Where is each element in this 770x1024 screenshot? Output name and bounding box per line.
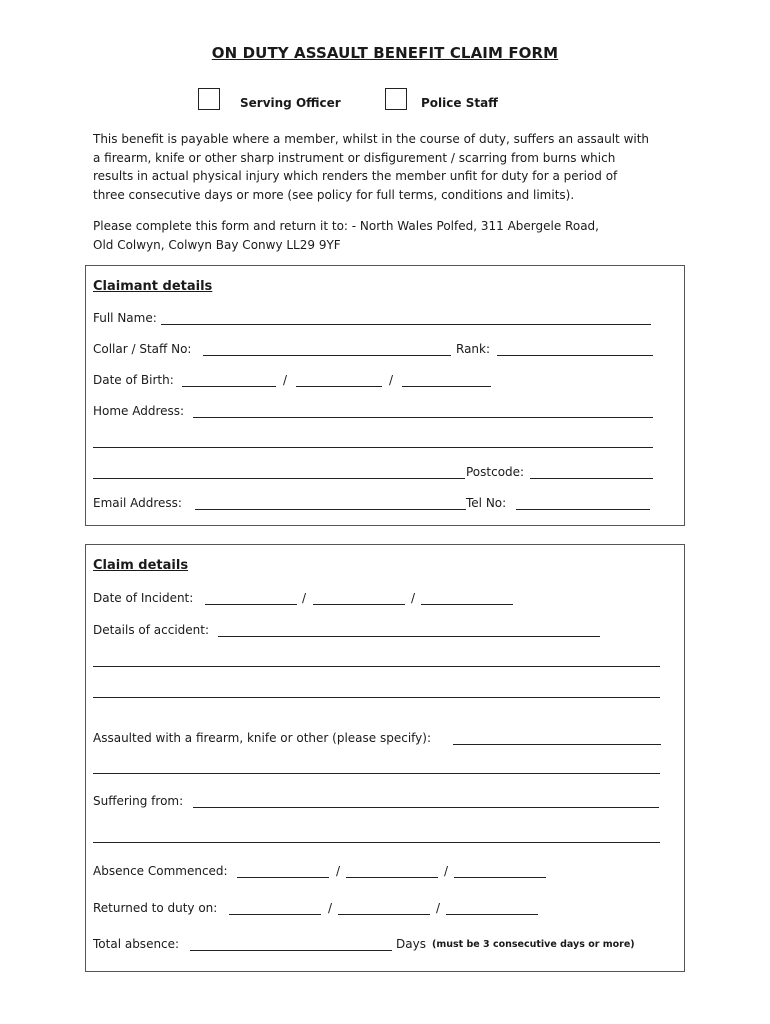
dob-label: Date of Birth: (93, 373, 174, 387)
returned-month-field[interactable] (338, 914, 430, 915)
dob-day-field[interactable] (182, 386, 276, 387)
claimant-details-box (85, 265, 685, 526)
total-absence-label: Total absence: (93, 937, 180, 951)
email-field[interactable] (195, 509, 466, 510)
assaulted-with-label: Assaulted with a firearm, knife or other (please specify): (93, 731, 431, 745)
full-name-field[interactable] (161, 324, 651, 325)
postcode-label: Postcode: (466, 465, 525, 479)
intro-line: This benefit is payable where a member, whilst in the course of duty, suffers an assault with (93, 132, 650, 146)
incident-year-field[interactable] (421, 604, 513, 605)
return-line: Please complete this form and return it to: - North Wales Polfed, 311 Abergele Road, (93, 219, 599, 233)
tel-label: Tel No: (466, 496, 507, 510)
intro-line: a firearm, knife or other sharp instrument or disfigurement / scarring from burns which (93, 150, 616, 165)
intro-line: three consecutive days or more (see policy for full terms, conditions and limits). (93, 187, 575, 202)
police-staff-label: Police Staff (421, 96, 498, 110)
incident-slash: / (302, 591, 307, 605)
date-of-incident-label: Date of Incident: (93, 591, 194, 605)
collar-staff-field[interactable] (203, 355, 451, 356)
home-address-line-3[interactable] (93, 478, 465, 479)
absence-commenced-label: Absence Commenced: (93, 864, 228, 878)
return-line: Old Colwyn, Colwyn Bay Conwy LL29 9YF (93, 237, 341, 252)
dob-slash: / (283, 373, 288, 387)
full-name-label: Full Name: (93, 311, 157, 325)
claim-details-heading: Claim details (93, 558, 189, 573)
home-address-field[interactable] (193, 417, 653, 418)
home-address-line-2[interactable] (93, 447, 653, 448)
dob-month-field[interactable] (296, 386, 382, 387)
serving-officer-checkbox[interactable] (198, 88, 220, 110)
incident-month-field[interactable] (313, 604, 405, 605)
absence-day-field[interactable] (237, 877, 329, 878)
return-instructions (93, 217, 693, 254)
collar-staff-label: Collar / Staff No: (93, 342, 192, 356)
details-of-accident-label: Details of accident: (93, 623, 210, 637)
returned-slash: / (436, 901, 441, 915)
details-of-accident-line-2[interactable] (93, 666, 660, 667)
absence-month-field[interactable] (346, 877, 438, 878)
absence-slash: / (336, 864, 341, 878)
days-note: (must be 3 consecutive days or more) (432, 939, 635, 950)
rank-label: Rank: (456, 342, 491, 356)
assaulted-with-field[interactable] (453, 744, 661, 745)
total-absence-field[interactable] (190, 950, 392, 951)
returned-to-duty-label: Returned to duty on: (93, 901, 218, 915)
returned-year-field[interactable] (446, 914, 538, 915)
tel-field[interactable] (516, 509, 650, 510)
details-of-accident-line-3[interactable] (93, 697, 660, 698)
dob-slash: / (389, 373, 394, 387)
home-address-label: Home Address: (93, 404, 185, 418)
returned-day-field[interactable] (229, 914, 321, 915)
suffering-from-label: Suffering from: (93, 794, 184, 808)
form-title: ON DUTY ASSAULT BENEFIT CLAIM FORM (211, 44, 559, 62)
absence-slash: / (444, 864, 449, 878)
returned-slash: / (328, 901, 333, 915)
suffering-from-line-2[interactable] (93, 842, 660, 843)
dob-year-field[interactable] (402, 386, 491, 387)
incident-slash: / (411, 591, 416, 605)
intro-line: results in actual physical injury which renders the member unfit for duty for a period of (93, 169, 618, 183)
postcode-field[interactable] (530, 478, 653, 479)
email-label: Email Address: (93, 496, 182, 510)
serving-officer-label: Serving Officer (240, 96, 341, 110)
suffering-from-field[interactable] (193, 807, 659, 808)
police-staff-checkbox[interactable] (385, 88, 407, 110)
assaulted-with-line-2[interactable] (93, 773, 660, 774)
days-label: Days (396, 937, 426, 951)
details-of-accident-field[interactable] (218, 636, 600, 637)
claimant-details-heading: Claimant details (93, 279, 213, 294)
incident-day-field[interactable] (205, 604, 297, 605)
intro-paragraph (93, 130, 693, 204)
rank-field[interactable] (497, 355, 653, 356)
absence-year-field[interactable] (454, 877, 546, 878)
